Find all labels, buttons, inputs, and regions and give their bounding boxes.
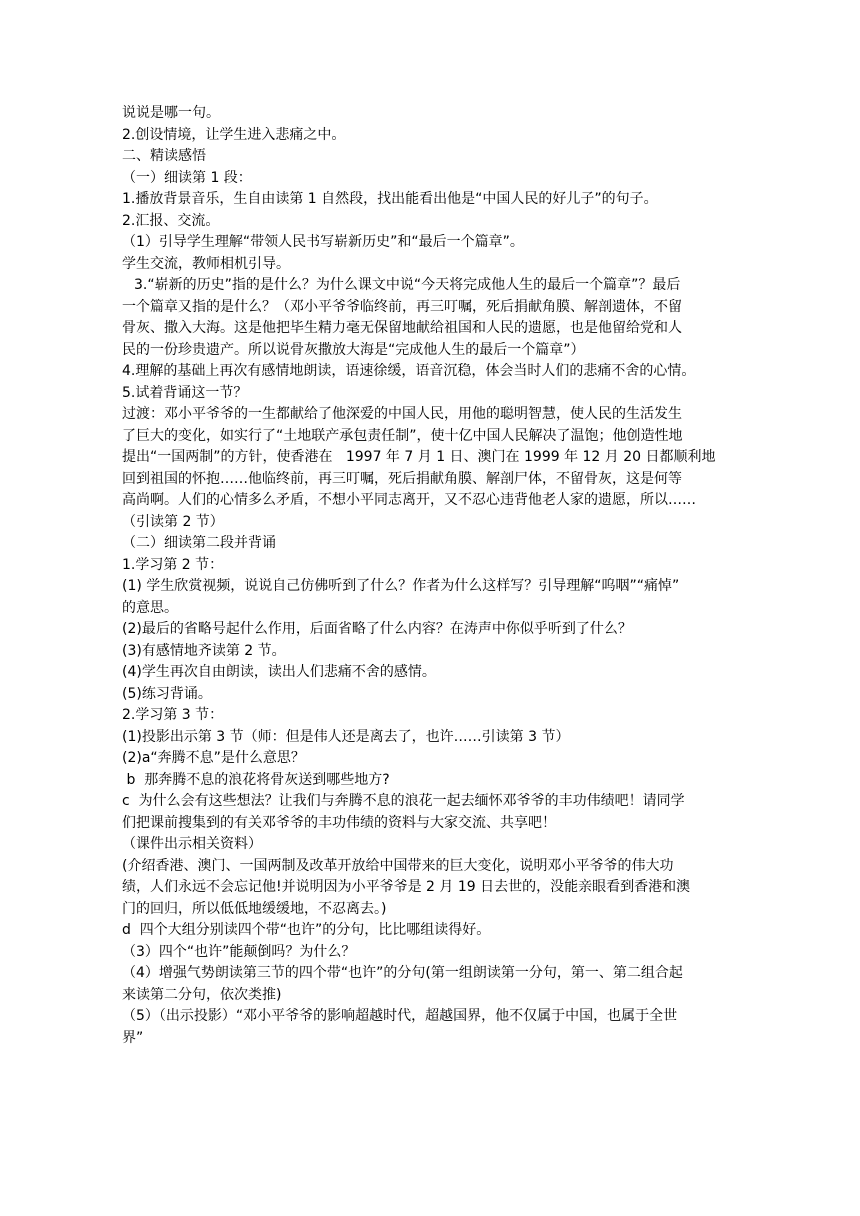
text-line: 们把课前搜集到的有关邓爷爷的丰功伟绩的资料与大家交流、共享吧！ — [122, 814, 556, 831]
text-line: （课件出示相关资料） — [122, 836, 262, 852]
text-line: 绩，人们永远不会忘记他!并说明因为小平爷爷是 2 月 19 日去世的，没能亲眼看到香港和澳 — [122, 879, 691, 895]
text-line: 说说是哪一句。 — [122, 105, 220, 121]
subsection-heading: （一）细读第 1 段： — [122, 169, 252, 186]
text-line: 的意思。 — [122, 599, 178, 616]
text-line: (3)有感情地齐读第 2 节。 — [122, 642, 286, 659]
text-line: 2.创设情境，让学生进入悲痛之中。 — [122, 126, 346, 143]
text-line: 提出“一国两制”的方针，使香港在 1997 年 7 月 1 日、澳门在 1999 年 12 月 20 日都顺利地 — [122, 449, 716, 465]
subsection-heading: （二）细读第二段并背诵 — [122, 535, 276, 551]
text-line: c 为什么会有这些想法？让我们与奔腾不息的浪花一起去缅怀邓爷爷的丰功伟绩吧！请同学 — [122, 793, 685, 809]
text-line: 高尚啊。人们的心情多么矛盾，不想小平同志离开，又不忍心违背他老人家的遗愿，所以…… — [122, 492, 696, 508]
text-line: 3.“崭新的历史”指的是什么？为什么课文中说“今天将完成他人生的最后一个篇章”？最后 — [134, 277, 681, 293]
text-line: 界” — [122, 1029, 144, 1046]
text-line: 一个篇章又指的是什么？（邓小平爷爷临终前，再三叮嘱，死后捐献角膜、解剖遗体，不留 — [122, 298, 682, 315]
text-line: 回到祖国的怀抱……他临终前，再三叮嘱，死后捐献角膜、解剖尸体，不留骨灰，这是何等 — [122, 470, 682, 487]
text-line: （3）四个“也许”能颠倒吗？为什么？ — [122, 943, 356, 960]
text-line: 2.学习第 3 节： — [122, 707, 224, 723]
text-line: 4.理解的基础上再次有感情地朗读，语速徐缓，语音沉稳，体会当时人们的悲痛不舍的心情。 — [122, 363, 696, 379]
text-line: 民的一份珍贵遗产。所以说骨灰撒放大海是“完成他人生的最后一个篇章”） — [122, 341, 585, 358]
text-line: 5.试着背诵这一节？ — [122, 384, 248, 401]
text-line: (介绍香港、澳门、一国两制及改革开放给中国带来的巨大变化，说明邓小平爷爷的伟大功 — [122, 857, 674, 874]
text-line: 过渡：邓小平爷爷的一生都献给了他深爱的中国人民，用他的聪明智慧，使人民的生活发生 — [122, 406, 682, 422]
text-line: (1) 学生欣赏视频，说说自己仿佛听到了什么？作者为什么这样写？引导理解“呜咽”“痛悼” — [122, 578, 680, 594]
document-body — [122, 103, 740, 1049]
text-line: (1)投影出示第 3 节（师：但是伟人还是离去了，也许……引读第 3 节） — [122, 728, 570, 745]
text-line: b 那奔腾不息的浪花将骨灰送到哪些地方? — [122, 771, 390, 788]
text-line: 学生交流，教师相机引导。 — [122, 255, 290, 272]
text-line: （引读第 2 节） — [122, 513, 224, 530]
text-line: (2)最后的省略号起什么作用，后面省略了什么内容？在涛声中你似乎听到了什么？ — [122, 621, 632, 637]
text-line: 骨灰、撒入大海。这是他把毕生精力毫无保留地献给祖国和人民的遗愿，也是他留给党和人 — [122, 320, 682, 336]
text-line: （4）增强气势朗读第三节的四个带“也许”的分句(第一组朗读第一分句，第一、第二组合起 — [122, 965, 683, 981]
text-line: (5)练习背诵。 — [122, 685, 212, 702]
section-heading: 二、精读感悟 — [122, 148, 206, 164]
text-line: 1.播放背景音乐，生自由读第 1 自然段，找出能看出他是“中国人民的好儿子”的句子。 — [122, 191, 658, 207]
text-line: （5）（出示投影）“邓小平爷爷的影响超越时代，超越国界，他不仅属于中国，也属于全世 — [122, 1008, 678, 1024]
text-line: (2)a“奔腾不息”是什么意思？ — [122, 750, 305, 766]
text-line: 2.汇报、交流。 — [122, 212, 220, 229]
text-line: (4)学生再次自由朗读，读出人们悲痛不舍的感情。 — [122, 664, 436, 680]
text-line: 门的回归，所以低低地缓缓地，不忍离去。) — [122, 900, 387, 917]
text-line: （1）引导学生理解“带领人民书写崭新历史”和“最后一个篇章”。 — [122, 234, 524, 250]
text-line: d 四个大组分别读四个带“也许”的分句，比比哪组读得好。 — [122, 922, 491, 938]
text-line: 来读第二分句，依次类推) — [122, 986, 282, 1003]
text-line: 1.学习第 2 节： — [122, 556, 224, 573]
text-line: 了巨大的变化，如实行了“土地联产承包责任制”，使十亿中国人民解决了温饱；他创造性地 — [122, 427, 683, 444]
